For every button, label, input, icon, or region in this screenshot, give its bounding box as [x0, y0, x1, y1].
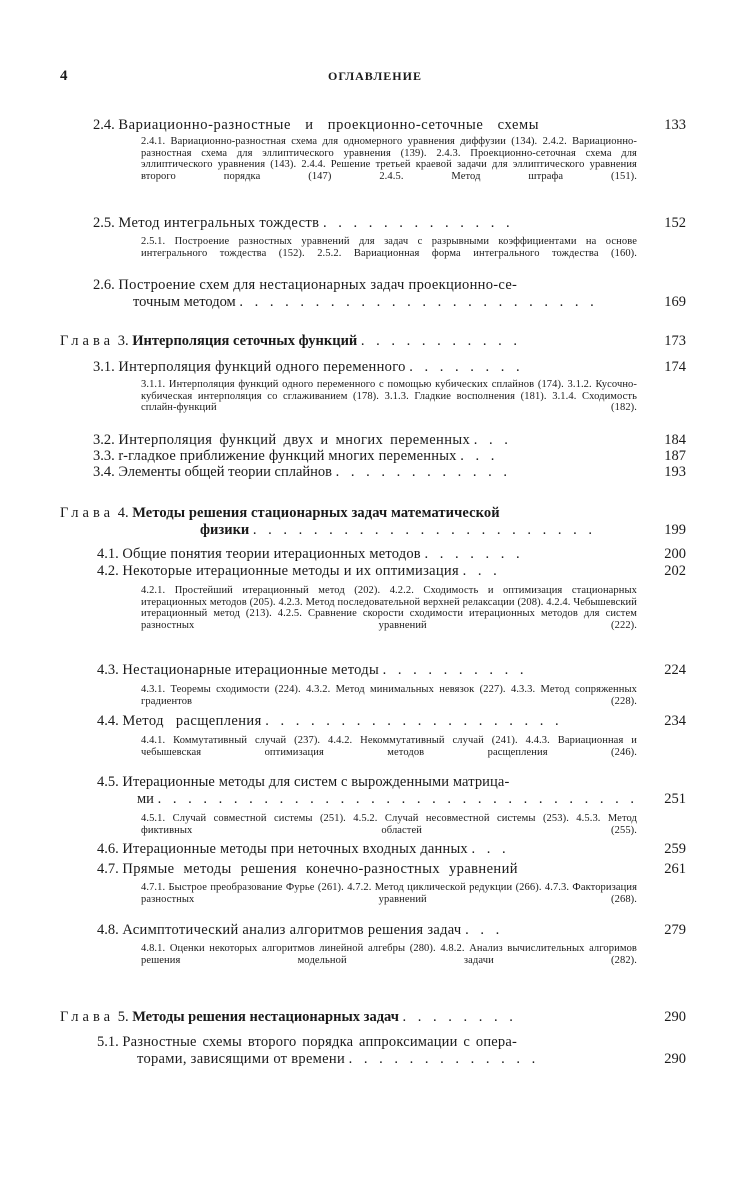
subsections-2-4: 2.4.1. Вариационно-разностная схема для одномерного уравнения диффузии (134). 2.4.2. Вариационно-разностная схема для эллиптического уравнения (139). 2.4.3. Проекционно-сеточная схема для эллиптического уравнения (143). 2.4.4. Решение третьей краевой задачи для эллиптического уравнения второго порядка (147) 2.4.5. Метод штрафа (151). — [141, 136, 637, 182]
chapter-label: Глава — [60, 333, 115, 349]
leader-dots: . . . . . . . . . . . . . . . . . . . . . . . . . . . . . . . . — [157, 791, 638, 807]
page-ref-2-4: 133 — [664, 117, 686, 133]
chapter-label: Глава — [60, 1009, 115, 1025]
section-title: Итерационные методы при неточных входных данных — [122, 841, 468, 857]
section-number: 4.8. — [97, 922, 119, 938]
section-title: Интерполяция функций двух и многих переменных — [118, 432, 471, 448]
toc-entry-2-6-cont — [133, 294, 598, 310]
page-ref-4-7: 261 — [664, 861, 686, 877]
subsections-4-4: 4.4.1. Коммутативный случай (237). 4.4.2. Некоммутативный случай (241). 4.4.3. Вариационная и чебышевская оптимизация методов расщепления (246). — [141, 735, 637, 758]
chapter-title: Методы решения стационарных задач математической — [132, 505, 500, 521]
section-number: 4.1. — [97, 546, 119, 562]
section-title: Разностные схемы второго порядка аппроксимации с опера- — [122, 1034, 518, 1050]
toc-entry-2-6[interactable] — [93, 277, 517, 293]
leader-dots: . . . . . . . . . . . . . . . . . . . . . . . . — [239, 294, 598, 310]
toc-entry-5-1[interactable] — [97, 1034, 517, 1050]
toc-entry-4-5[interactable] — [97, 774, 509, 790]
page-ref-3-1: 174 — [664, 359, 686, 375]
leader-dots: . . . . . . . . . . . . . . . . . . . . . . . — [252, 522, 597, 538]
chapter-3-entry[interactable] — [60, 333, 521, 349]
leader-dots: . . . . . . . . — [409, 359, 524, 375]
section-number: 4.2. — [97, 563, 119, 579]
page-ref-4-6: 259 — [664, 841, 686, 857]
chapter-title-cont: физики — [200, 522, 250, 538]
section-title: Метод расщепления — [122, 713, 262, 729]
page-ref-5-1: 290 — [664, 1051, 686, 1067]
leader-dots: . . . . . . . . — [402, 1009, 517, 1025]
page-ref-4-2: 202 — [664, 563, 686, 579]
section-number: 2.5. — [93, 215, 115, 231]
page-header — [60, 68, 690, 88]
subsections-4-5: 4.5.1. Случай совместной системы (251). 4.5.2. Случай несовместной системы (253). 4.5.3. Метод фиктивных областей (255). — [141, 813, 637, 836]
page-ref-4-8: 279 — [664, 922, 686, 938]
section-number: 4.3. — [97, 662, 119, 678]
toc-entry-4-4[interactable] — [97, 713, 563, 729]
section-number: 3.2. — [93, 432, 115, 448]
section-title-cont: торами, зависящими от времени — [137, 1051, 346, 1067]
section-title: r-гладкое приближение функций многих переменных — [118, 448, 457, 464]
section-title: Некоторые итерационные методы и их оптимизация — [122, 563, 459, 579]
leader-dots: . . . — [462, 563, 501, 579]
section-title: Интерполяция функций одного переменного — [118, 359, 406, 375]
chapter-number: 5. — [117, 1009, 129, 1025]
section-number: 3.4. — [93, 464, 115, 480]
toc-entry-2-5[interactable] — [93, 215, 514, 231]
section-title: Метод интегральных тождеств — [118, 215, 320, 231]
section-title: Прямые методы решения конечно-разностных уравнений — [122, 861, 518, 877]
page-ref-ch3: 173 — [664, 333, 686, 349]
subsections-4-7: 4.7.1. Быстрое преобразование Фурье (261). 4.7.2. Метод циклической редукции (266). 4.7.3. Факторизация разностных уравнений (268). — [141, 882, 637, 905]
leader-dots: . . . . . . . . . . — [382, 662, 528, 678]
chapter-label: Глава — [60, 505, 115, 521]
toc-entry-3-1[interactable] — [93, 359, 524, 375]
page-ref-4-5: 251 — [664, 791, 686, 807]
toc-entry-3-2[interactable] — [93, 432, 512, 448]
subsections-2-5: 2.5.1. Построение разностных уравнений для задач с разрывными коэффициентами на основе интегрального тождества (152). 2.5.2. Вариационная форма интегрального тождества (160). — [141, 236, 637, 259]
leader-dots: . . . . . . . — [424, 546, 524, 562]
page-number: 4 — [60, 68, 68, 84]
toc-entry-3-4[interactable] — [93, 464, 511, 480]
section-number: 2.6. — [93, 277, 115, 293]
page-ref-4-3: 224 — [664, 662, 686, 678]
leader-dots: . . . . . . . . . . . — [360, 333, 522, 349]
chapter-4-entry-cont — [200, 522, 596, 538]
section-title: Вариационно-разностные и проекционно-сеточные схемы — [118, 117, 540, 133]
leader-dots: . . . . . . . . . . . . . . . . . . . . — [265, 713, 563, 729]
section-number: 4.6. — [97, 841, 119, 857]
toc-entry-4-7[interactable] — [97, 861, 518, 877]
section-title-cont: точным методом — [133, 294, 236, 310]
chapter-title: Методы решения нестационарных задач — [132, 1009, 399, 1025]
page-ref-3-2: 184 — [664, 432, 686, 448]
page-ref-3-4: 193 — [664, 464, 686, 480]
toc-entry-4-2[interactable] — [97, 563, 501, 579]
chapter-5-entry[interactable] — [60, 1009, 517, 1025]
page-ref-4-1: 200 — [664, 546, 686, 562]
page-ref-4-4: 234 — [664, 713, 686, 729]
section-title: Элементы общей теории сплайнов — [118, 464, 333, 480]
leader-dots: . . . . . . . . . . . . — [335, 464, 512, 480]
leader-dots: . . . — [473, 432, 512, 448]
section-number: 4.4. — [97, 713, 119, 729]
leader-dots: . . . . . . . . . . . . . — [323, 215, 514, 231]
subsections-4-2: 4.2.1. Простейший итерационный метод (202). 4.2.2. Сходимость и оптимизация стационарных итерационных методов (205). 4.2.3. Метод последовательной верхней релаксации (208). 4.2.4. Чебышевский итерационный метод (213). 4.2.5. Сравнение скорости сходимости итерационных методов для систем разностных уравнений (222). — [141, 585, 637, 631]
section-title: Общие понятия теории итерационных методов — [122, 546, 421, 562]
section-number: 3.3. — [93, 448, 115, 464]
toc-entry-4-5-cont — [137, 791, 638, 807]
page-ref-ch4: 199 — [664, 522, 686, 538]
toc-entry-4-6[interactable] — [97, 841, 510, 857]
section-title: Итерационные методы для систем с вырожденными матрица- — [122, 774, 510, 790]
section-title: Асимптотический анализ алгоритмов решения задач — [122, 922, 462, 938]
leader-dots: . . . — [460, 448, 499, 464]
toc-entry-5-1-cont — [137, 1051, 539, 1067]
page-ref-2-5: 152 — [664, 215, 686, 231]
page-ref-3-3: 187 — [664, 448, 686, 464]
chapter-number: 3. — [117, 333, 129, 349]
section-number: 2.4. — [93, 117, 115, 133]
page-ref-ch5: 290 — [664, 1009, 686, 1025]
section-title-cont: ми — [137, 791, 154, 807]
toc-entry-4-3[interactable] — [97, 662, 528, 678]
section-number: 5.1. — [97, 1034, 119, 1050]
section-number: 4.7. — [97, 861, 119, 877]
subsections-3-1: 3.1.1. Интерполяция функций одного переменного с помощью кубических сплайнов (174). 3.1.2. Кусочно-кубическая интерполяция со сглаживанием (178). 3.1.3. Гладкие восполнения (181). 3.1.4. Сходимость сплайн-функций (182). — [141, 379, 637, 413]
subsections-4-8: 4.8.1. Оценки некоторых алгоритмов линейной алгебры (280). 4.8.2. Анализ вычислительных алгоримов решения модельной задачи (282). — [141, 943, 637, 966]
toc-entry-2-4[interactable] — [93, 117, 539, 133]
section-title: Построение схем для нестационарных задач проекционно-се- — [118, 277, 518, 293]
section-number: 3.1. — [93, 359, 115, 375]
chapter-number: 4. — [117, 505, 129, 521]
subsections-4-3: 4.3.1. Теоремы сходимости (224). 4.3.2. Метод минимальных невязок (227). 4.3.3. Метод сопряженных градиентов (228). — [141, 684, 637, 707]
toc-entry-4-8[interactable] — [97, 922, 503, 938]
section-title: Нестационарные итерационные методы — [122, 662, 380, 678]
running-head: ОГЛАВЛЕНИЕ — [328, 69, 422, 83]
leader-dots: . . . — [465, 922, 504, 938]
toc-entry-4-1[interactable] — [97, 546, 524, 562]
chapter-title: Интерполяция сеточных функций — [132, 333, 358, 349]
toc-entry-3-3[interactable] — [93, 448, 498, 464]
leader-dots: . . . . . . . . . . . . . — [348, 1051, 540, 1067]
section-number: 4.5. — [97, 774, 119, 790]
page-ref-2-6: 169 — [664, 294, 686, 310]
chapter-4-entry[interactable] — [60, 505, 500, 521]
leader-dots: . . . — [471, 841, 510, 857]
